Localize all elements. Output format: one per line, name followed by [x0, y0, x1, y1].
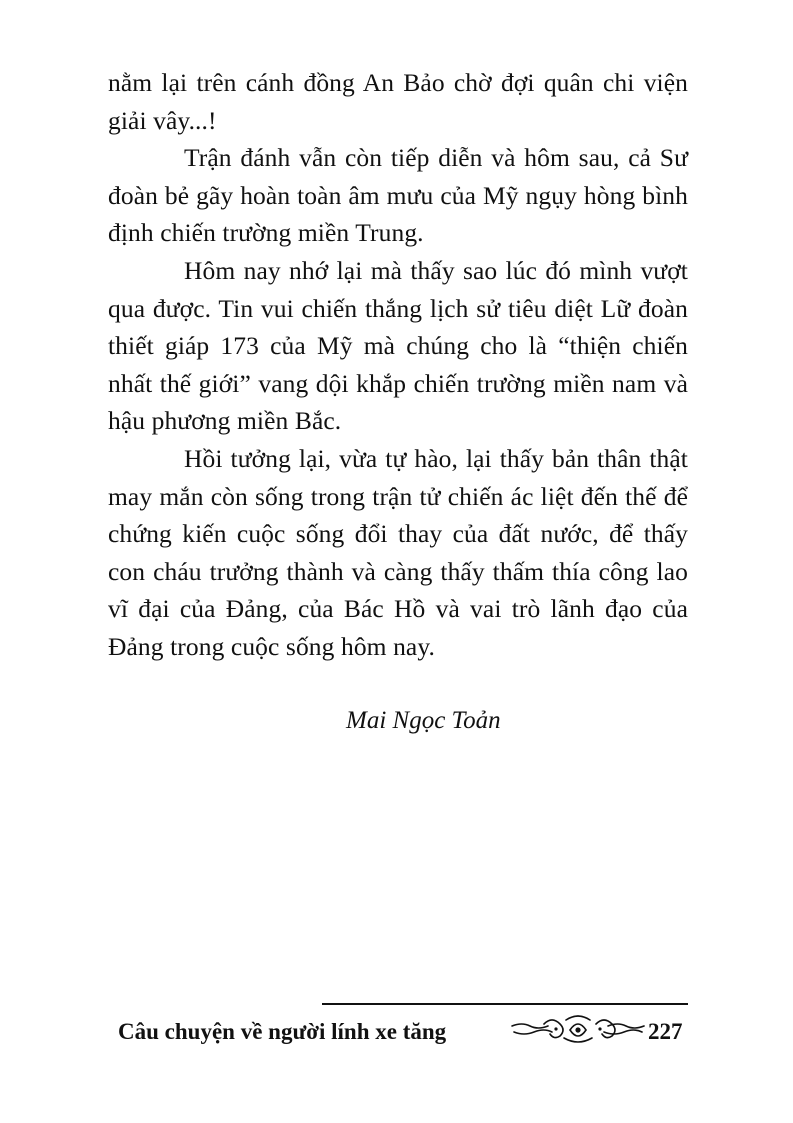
paragraph-4: Hồi tưởng lại, vừa tự hào, lại thấy bản thân thật may mắn còn sống trong trận tử chiến ác liệt đến thế để chứng kiến cuộc sống đổi thay của đất nước, để thấy con cháu trưởng thành và càng thấy thấm thía công lao vĩ đại của Đảng, của Bác Hồ và vai trò lãnh đạo của Đảng trong cuộc sống hôm nay.	[108, 443, 688, 661]
footer-divider	[322, 1003, 688, 1005]
running-footer-title: Câu chuyện về người lính xe tăng	[118, 1019, 447, 1044]
paragraph-1: nằm lại trên cánh đồng An Bảo chờ đợi quân chi viện giải vây...!	[108, 68, 688, 135]
paragraph-3: Hôm nay nhớ lại mà thấy sao lúc đó mình vượt qua được. Tin vui chiến thắng lịch sử tiêu diệt Lữ đoàn thiết giáp 173 của Mỹ mà chúng cho là “thiện chiến nhất thế giới” vang dội khắp chiến trường miền nam và hậu phương miền Bắc.	[108, 255, 688, 436]
paragraph-2: Trận đánh vẫn còn tiếp diễn và hôm sau, cả Sư đoàn bẻ gãy hoàn toàn âm mưu của Mỹ ngụy hòng bình định chiến trường miền Trung.	[108, 143, 688, 248]
body-text	[108, 64, 688, 666]
page-number: 227	[648, 1019, 683, 1044]
author-signature: Mai Ngọc Toản	[346, 707, 501, 734]
decorative-flourish-icon	[508, 1012, 648, 1048]
